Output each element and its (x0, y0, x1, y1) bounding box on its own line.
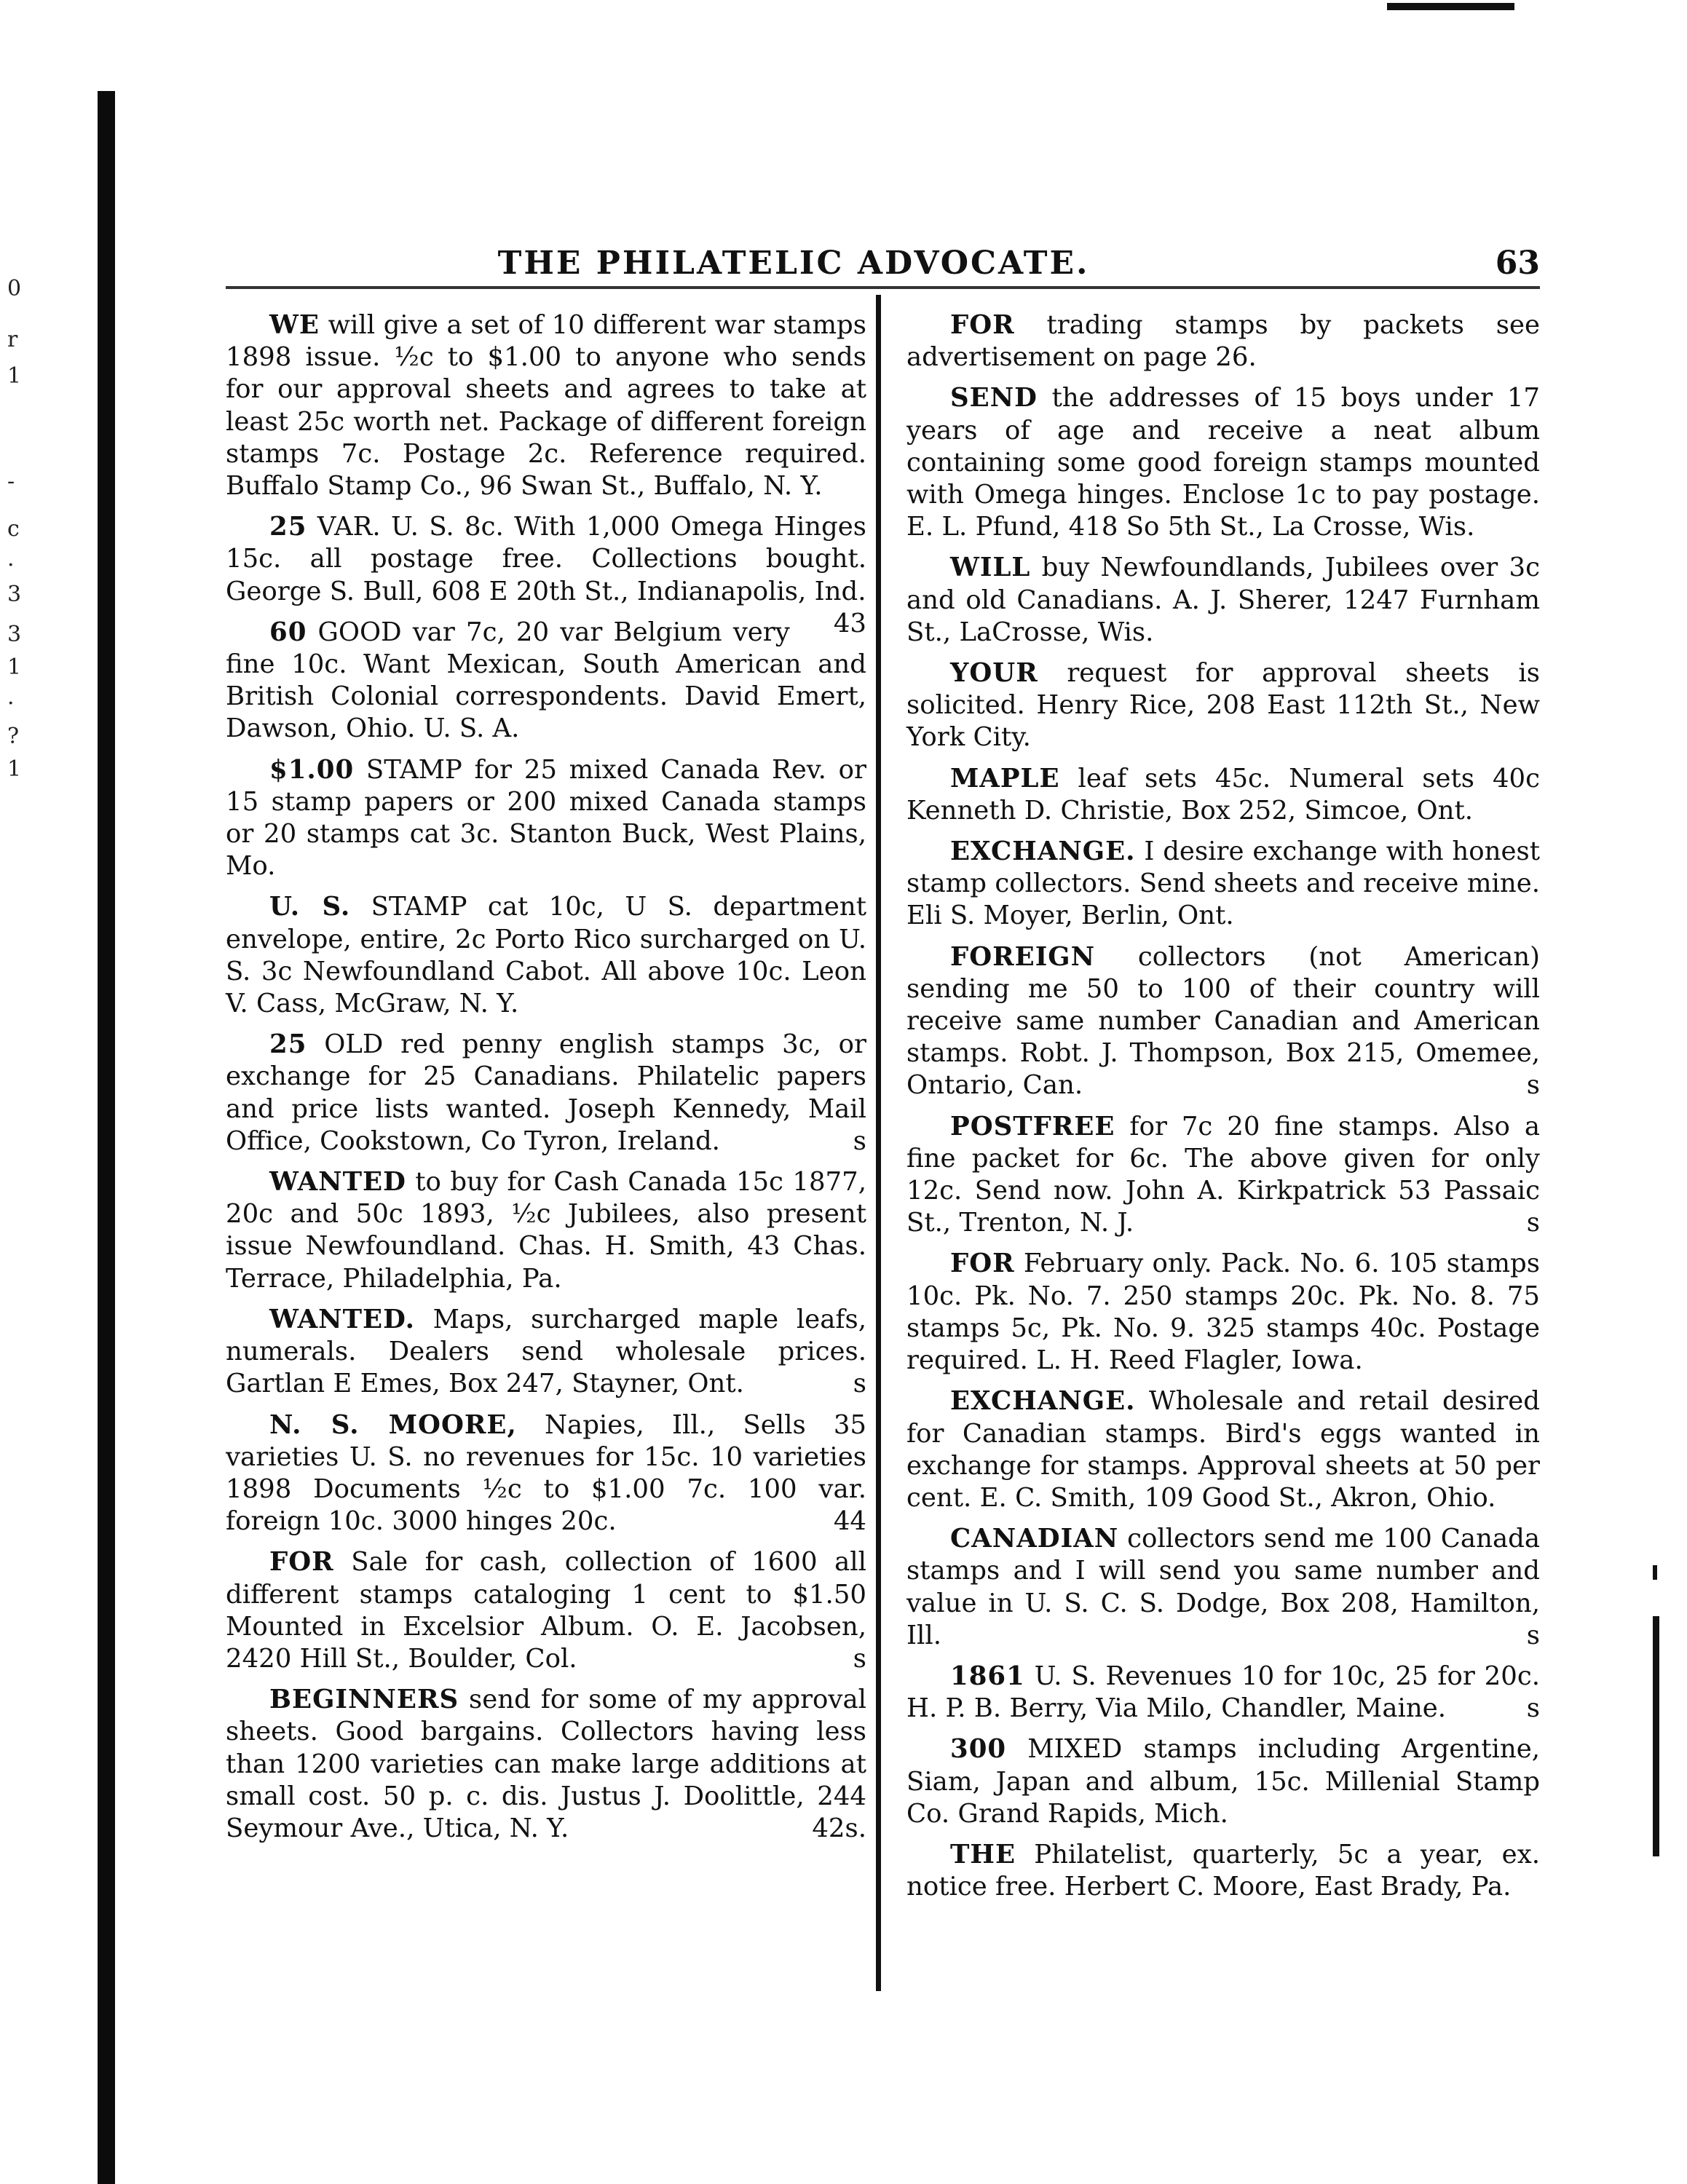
ad-lead: N. S. MOORE, (269, 1409, 517, 1440)
ad-lead: 60 (269, 617, 307, 647)
margin-mark: r (7, 327, 18, 352)
ad-marker: s (1526, 1208, 1540, 1238)
ad-text: leaf sets 45c. Numeral sets 40c Kenneth D. Christie, Box 252, Simcoe, Ont. (906, 763, 1540, 826)
edge-mark (1653, 1616, 1659, 1856)
ad-text: collectors send me 100 Canada stamps and I will send you same number and value in U. S. C. S. Dodge, Box 208, Hamilton, Ill. (906, 1524, 1540, 1650)
ad-lead: 300 (950, 1734, 1007, 1765)
margin-mark: 1 (7, 756, 22, 782)
ad-text: to buy for Cash Canada 15c 1877, 20c and 50c 1893, ½c Jubilees, also present issue Newfoundland. Chas. H. Smith, 43 Chas. Terrace, Philadelphia, Pa. (226, 1167, 866, 1294)
header-rule (226, 286, 1540, 289)
ad-text: the addresses of 15 boys under 17 years of age and receive a neat album containing some good foreign stamps mounted with Omega hinges. Enclose 1c to pay postage. E. L. Pfund, 418 So 5th St., La Crosse, Wis. (906, 383, 1540, 542)
classified-ad (226, 1546, 866, 1675)
ad-text: GOOD var 7c, 20 var Belgium very fine 10c. Want Mexican, South American and British Colonial correspondents. David Emert, Dawson, Ohio. U. S. A. (226, 617, 866, 744)
ad-lead: WILL (950, 553, 1031, 583)
ad-lead: FOR (950, 1249, 1015, 1279)
classified-ad (226, 1684, 866, 1845)
classified-ad (226, 617, 866, 745)
margin-mark: 1 (7, 654, 22, 680)
ad-marker: s (1526, 1693, 1540, 1724)
ad-lead: 25 (269, 1029, 307, 1060)
ad-lead: 1861 (950, 1661, 1025, 1691)
classified-ad (906, 1733, 1540, 1830)
margin-mark: 3 (7, 582, 22, 607)
ad-text: Sale for cash, collection of 1600 all different stamps cataloging 1 cent to $1.50 Mounted in Excelsior Album. O. E. Jacobsen, 2420 Hill St., Boulder, Col. (226, 1547, 866, 1674)
margin-mark: · (7, 553, 15, 578)
ad-lead: FOR (950, 310, 1015, 340)
top-edge-bar (1387, 3, 1514, 10)
ad-marker: 43 (833, 608, 866, 638)
classified-ad (906, 382, 1540, 543)
classified-ad (906, 1111, 1540, 1240)
ad-lead: EXCHANGE. (950, 836, 1136, 867)
ad-text: STAMP for 25 mixed Canada Rev. or 15 stamp papers or 200 mixed Canada stamps or 20 stamps cat 3c. Stanton Buck, West Plains, Mo. (226, 754, 866, 882)
ad-marker: s (1526, 1620, 1540, 1650)
ad-text: send for some of my approval sheets. Good bargains. Collectors having less than 1200 varieties can make large additions at small cost. 50 p. c. dis. Justus J. Doolittle, 244 Seymour Ave., Utica, N. Y. (226, 1685, 866, 1843)
ad-marker: s (853, 1643, 866, 1674)
ad-lead: U. S. (269, 892, 351, 922)
ad-lead: WE (269, 310, 320, 340)
classified-ad (226, 1166, 866, 1295)
ad-text: Napies, Ill., Sells 35 varieties U. S. no revenues for 15c. 10 varieties 1898 Documents ½c to $1.00 7c. 100 var. foreign 10c. 3000 hinges 20c. (226, 1409, 866, 1537)
ad-text: trading stamps by packets see advertisement on page 26. (906, 310, 1540, 373)
ad-lead: THE (950, 1839, 1016, 1870)
ad-lead: MAPLE (950, 763, 1060, 794)
classified-ad (906, 552, 1540, 649)
ad-text: buy Newfoundlands, Jubilees over 3c and old Canadians. A. J. Sherer, 1247 Furnham St., LaCrosse, Wis. (906, 553, 1540, 647)
ad-text: Philatelist, quarterly, 5c a year, ex. notice free. Herbert C. Moore, East Brady, Pa. (906, 1839, 1540, 1902)
classified-ad (906, 1248, 1540, 1377)
classified-ad (226, 309, 866, 502)
binding-edge-bar (98, 91, 115, 2184)
right-column (906, 309, 1540, 1912)
column-divider (876, 295, 881, 1991)
classified-ad (906, 763, 1540, 827)
ad-marker: s (853, 1369, 866, 1399)
ad-lead: $1.00 (269, 754, 355, 785)
ad-text: February only. Pack. No. 6. 105 stamps 10c. Pk. No. 7. 250 stamps 20c. Pk. No. 8. 75 stamps 5c, Pk. No. 9. 325 stamps 40c. Postage required. L. H. Reed Flagler, Iowa. (906, 1249, 1540, 1376)
classified-ad (226, 754, 866, 883)
margin-mark: ? (7, 724, 20, 749)
classified-ad (906, 941, 1540, 1102)
ad-marker: s (1526, 1070, 1540, 1101)
ad-lead: BEGINNERS (269, 1685, 459, 1715)
ad-text: OLD red penny english stamps 3c, or exchange for 25 Canadians. Philatelic papers and price lists wanted. Joseph Kennedy, Mail Office, Cookstown, Co Tyron, Ireland. (226, 1029, 866, 1156)
classified-ad (906, 309, 1540, 373)
classified-ad (226, 1304, 866, 1401)
ad-lead: SEND (950, 383, 1038, 414)
page-number: 63 (1495, 245, 1540, 282)
margin-mark: · (7, 691, 15, 716)
classified-ad (226, 511, 866, 638)
classified-ad (906, 1661, 1540, 1725)
ad-lead: EXCHANGE. (950, 1386, 1136, 1417)
margin-mark: c (7, 516, 20, 542)
margin-mark: - (7, 469, 15, 494)
ad-text: collectors (not American) sending me 50 to 100 of their country will receive same number Canadian and American stamps. Robt. J. Thompson, Box 215, Omemee, Ontario, Can. (906, 941, 1540, 1101)
classified-ad (906, 836, 1540, 933)
classified-ad (906, 1523, 1540, 1652)
ad-lead: WANTED (269, 1167, 406, 1198)
ad-text: U. S. Revenues 10 for 10c, 25 for 20c. H. P. B. Berry, Via Milo, Chandler, Maine. (906, 1661, 1540, 1724)
left-column (226, 309, 866, 1853)
ad-text: will give a set of 10 different war stamps 1898 issue. ½c to $1.00 to anyone who sends for our approval sheets and agrees to take at least 25c worth net. Package of different foreign stamps 7c. Postage 2c. Reference required. Buffalo Stamp Co., 96 Swan St., Buffalo, N. Y. (226, 310, 866, 502)
ad-lead: POSTFREE (950, 1111, 1115, 1142)
ad-text: STAMP cat 10c, U S. department envelope, entire, 2c Porto Rico surcharged on U. S. 3c Newfoundland Cabot. All above 10c. Leon V. Cass, McGraw, N. Y. (226, 892, 866, 1019)
ad-lead: 25 (269, 512, 307, 542)
right-edge-marks (1653, 1565, 1682, 1871)
classified-ad (906, 657, 1540, 754)
margin-mark: 1 (7, 363, 22, 389)
ad-lead: FOR (269, 1547, 334, 1578)
classified-ad (226, 1409, 866, 1538)
ad-text: MIXED stamps including Argentine, Siam, Japan and album, 15c. Millenial Stamp Co. Grand Rapids, Mich. (906, 1734, 1540, 1829)
margin-mark: 0 (7, 276, 22, 301)
ad-marker: 44 (833, 1506, 866, 1537)
ad-text: Maps, surcharged maple leafs, numerals. Dealers send wholesale prices. Gartlan E Emes, Box 247, Stayner, Ont. (226, 1304, 866, 1399)
ad-text: request for approval sheets is solicited. Henry Rice, 208 East 112th St., New York City. (906, 658, 1540, 753)
ad-lead: FOREIGN (950, 941, 1096, 972)
ad-lead: WANTED. (269, 1304, 415, 1334)
ad-text: Wholesale and retail desired for Canadian stamps. Bird's eggs wanted in exchange for stamps. Approval sheets at 50 per cent. E. C. Smith, 109 Good St., Akron, Ohio. (906, 1386, 1540, 1513)
ad-text: for 7c 20 fine stamps. Also a fine packet for 6c. The above given for only 12c. Send now. John A. Kirkpatrick 53 Passaic St., Trenton, N. J. (906, 1111, 1540, 1238)
margin-mark: 3 (7, 622, 22, 647)
publication-title: THE PHILATELIC ADVOCATE. (497, 245, 1090, 282)
classified-ad (226, 891, 866, 1020)
running-header (226, 242, 1540, 293)
ad-lead: CANADIAN (950, 1524, 1119, 1554)
edge-mark (1653, 1565, 1657, 1580)
ad-text: I desire exchange with honest stamp collectors. Send sheets and receive mine. Eli S. Moyer, Berlin, Ont. (906, 836, 1540, 931)
classified-ad (906, 1385, 1540, 1514)
ad-marker: 42s. (812, 1813, 866, 1843)
ad-marker: s (853, 1125, 866, 1156)
classified-ad (226, 1029, 866, 1158)
ad-lead: YOUR (950, 658, 1038, 689)
classified-ad (906, 1839, 1540, 1903)
ad-text: VAR. U. S. 8c. With 1,000 Omega Hinges 15c. all postage free. Collections bought. George S. Bull, 608 E 20th St., Indianapolis, Ind. (226, 512, 866, 606)
